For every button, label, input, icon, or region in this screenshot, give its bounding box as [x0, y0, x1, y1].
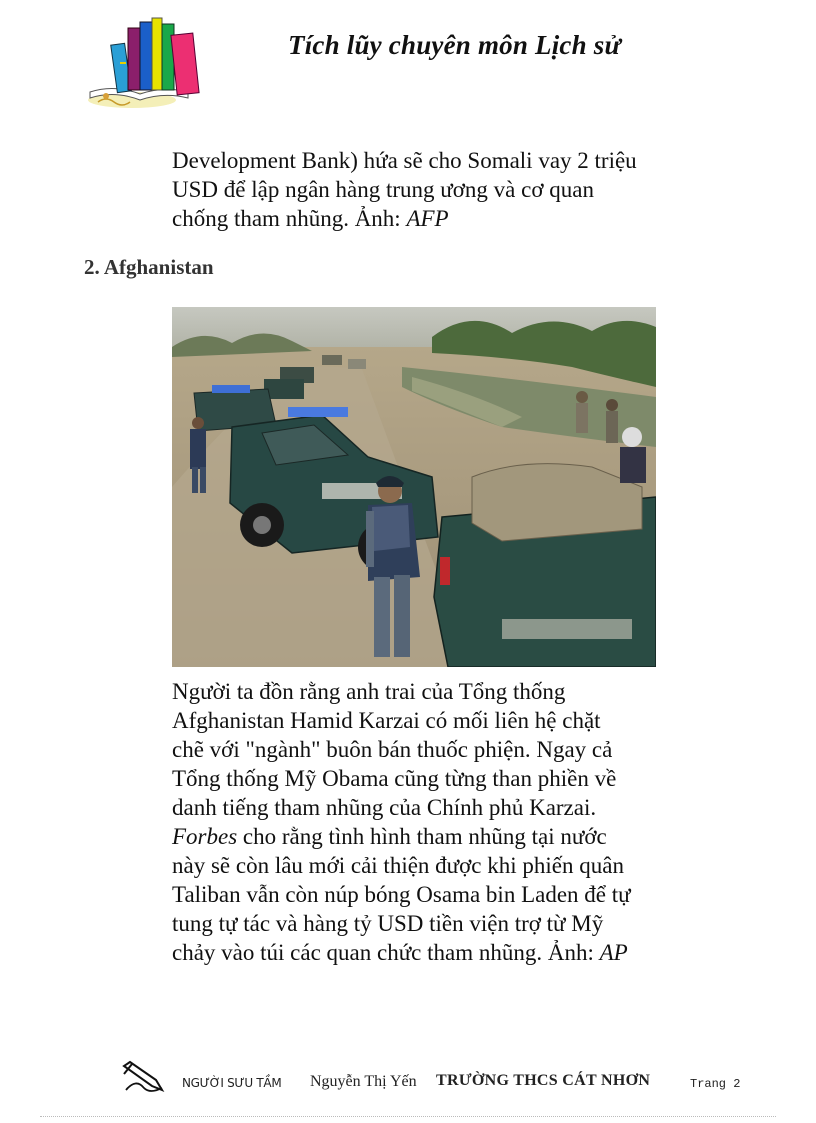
text-line	[172, 938, 672, 967]
paragraph-afghanistan	[172, 677, 672, 967]
pen-signature-icon	[122, 1060, 166, 1094]
text-line: Taliban vẫn còn núp bóng Osama bin Laden để tự	[172, 882, 631, 907]
school-name: TRƯỜNG THCS CÁT NHƠN	[436, 1072, 651, 1089]
text-fragment: cho rằng tình hình tham nhũng tại nước	[237, 824, 607, 849]
books-icon	[84, 14, 208, 112]
text-line: USD để lập ngân hàng trung ương và cơ quan	[172, 177, 594, 202]
footer-divider	[40, 1116, 776, 1117]
page-number: Trang 2	[690, 1077, 741, 1091]
text-fragment: chống tham nhũng. Ảnh:	[172, 206, 407, 231]
text-line: Người ta đồn rằng anh trai của Tổng thống	[172, 679, 566, 704]
collector-label: NGƯỜI SƯU TẦM	[182, 1076, 282, 1090]
books-logo	[84, 14, 208, 112]
text-line	[172, 822, 672, 851]
text-fragment: chảy vào túi các quan chức tham nhũng. Ảnh:	[172, 940, 600, 965]
photo-credit: AFP	[406, 206, 449, 231]
text-line: Afghanistan Hamid Karzai có mối liên hệ chặt	[172, 708, 601, 733]
text-line: Development Bank) hứa sẽ cho Somali vay 2 triệu	[172, 148, 637, 173]
text-line	[172, 204, 672, 233]
publication-name: Forbes	[172, 824, 238, 849]
text-line: danh tiếng tham nhũng của Chính phủ Karzai.	[172, 795, 597, 820]
text-line: này sẽ còn lâu mới cải thiện được khi phiến quân	[172, 853, 624, 878]
photo-credit: AP	[599, 940, 628, 965]
paragraph-somali	[172, 146, 672, 233]
text-line: Tổng thống Mỹ Obama cũng từng than phiền về	[172, 766, 617, 791]
section-heading: 2. Afghanistan	[84, 255, 214, 279]
author-name: Nguyễn Thị Yến	[310, 1073, 417, 1090]
text-line: chẽ với "ngành" buôn bán thuốc phiện. Ngay cả	[172, 737, 613, 762]
convoy-photo-illustration	[172, 307, 656, 667]
text-line: tung tự tác và hàng tỷ USD tiền viện trợ từ Mỹ	[172, 911, 604, 936]
afghan-police-photo	[172, 307, 656, 667]
page-header-title: Tích lũy chuyên môn Lịch sử	[288, 30, 621, 60]
